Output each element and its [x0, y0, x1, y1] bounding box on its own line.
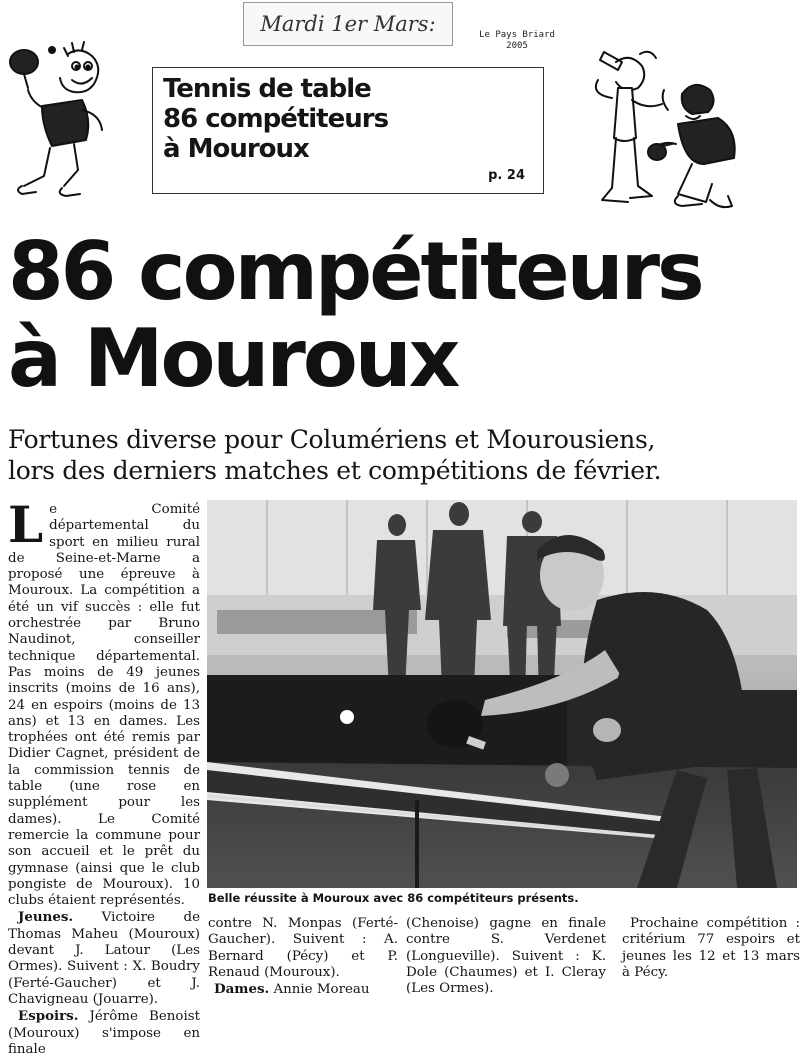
date-text: Mardi 1er Mars:	[260, 12, 436, 36]
photo-caption: Belle réussite à Mouroux avec 86 compétiteurs présents.	[208, 891, 579, 905]
article-column-4	[622, 916, 800, 981]
intro-text: e Comité départemental du sport en milieu rural de Seine-et-Marne a proposé une épreuve à Mouroux. La compétition a été un vif succès : elle fut orchestrée par Bruno Naudinot, conseiller technique départemental. Pas moins de 49 jeunes inscrits (moins de 16 ans), 24 en espoirs (moins de 13 ans) et 13 en dames. Les trophées ont été remis par Didier Cagnet, président de la commission tennis de table (une rose en supplément pour les dames). Le Comité remercie la commune pour son accueil et le prêt du gymnase (ainsi que le club pongiste de Mouroux). 10 clubs étaient représentés.	[8, 502, 200, 909]
headline-line: 86 compétiteurs	[8, 225, 702, 318]
teaser-box	[152, 67, 544, 194]
teaser-page-ref: p. 24	[488, 168, 525, 183]
article-subhead	[8, 424, 808, 486]
jeunes-paragraph	[8, 909, 200, 1008]
source-name: Le Pays Briard	[479, 30, 555, 40]
article-column-1	[8, 495, 200, 1058]
article-headline	[8, 225, 808, 405]
headline-line: à Mouroux	[8, 312, 458, 405]
espoirs-text: Jérôme Benoist (Mouroux) s'impose en finale	[8, 1009, 200, 1057]
article-column-2	[208, 916, 398, 998]
dames-label: Dames.	[214, 981, 270, 998]
subhead-line: lors des derniers matches et compétitions de février.	[8, 456, 662, 485]
jeunes-text: Victoire de Thomas Maheu (Mouroux) devant J. Latour (Les Ormes). Suivent : X. Boudry (Ferté-Gaucher) et J. Chavigneau (Jouarre).	[8, 910, 200, 1007]
teaser-kicker: Tennis de table	[163, 74, 371, 104]
jeunes-label: Jeunes.	[18, 909, 74, 926]
col3-text: (Chenoise) gagne en finale contre S. Verdenet (Longueville). Suivent : K. Dole (Chaumes) et I. Cleray (Les Ormes).	[406, 916, 606, 997]
dames-paragraph	[208, 981, 398, 998]
espoirs-paragraph	[8, 1008, 200, 1058]
teaser-line: à Mouroux	[163, 134, 309, 164]
espoirs-label: Espoirs.	[18, 1008, 79, 1025]
col2-text: contre N. Monpas (Ferté-Gaucher). Suivent : A. Bernard (Pécy) et P. Renaud (Mouroux).	[208, 916, 398, 980]
intro-paragraph	[8, 495, 200, 909]
source-year: 2005	[506, 41, 528, 51]
dames-text: Annie Moreau	[273, 982, 370, 998]
source-label	[472, 30, 562, 52]
subhead-line: Fortunes diverse pour Columériens et Mourousiens,	[8, 425, 656, 454]
teaser-line: 86 compétiteurs	[163, 104, 389, 134]
ping-pong-player-cartoon-icon	[2, 40, 132, 200]
col4-text: Prochaine compétition : critérium 77 espoirs et jeunes les 12 et 13 mars à Pécy.	[622, 916, 800, 980]
article-column-3	[406, 916, 606, 997]
two-spectators-cartoon-icon	[582, 40, 752, 215]
dropcap: L	[8, 495, 44, 554]
date-box	[243, 2, 453, 46]
table-tennis-photo	[207, 500, 797, 888]
